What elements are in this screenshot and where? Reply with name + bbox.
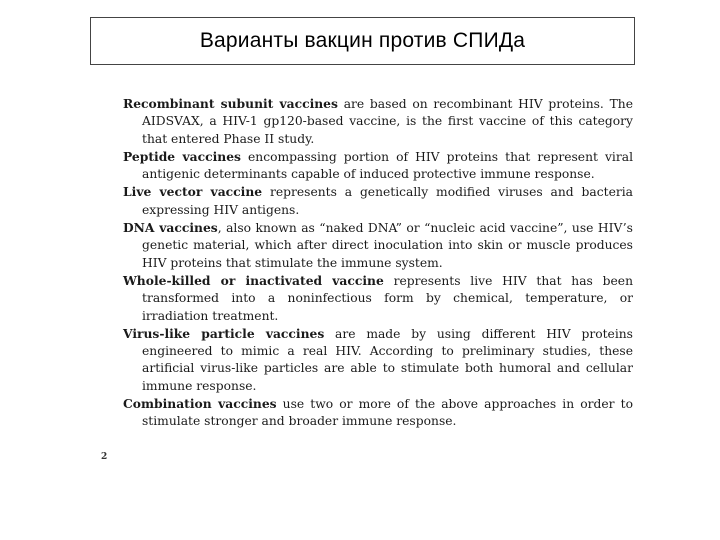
entry-term: Peptide vaccines: [123, 148, 241, 164]
vaccine-list: [123, 95, 633, 431]
entry-term: Recombinant subunit vaccines: [123, 96, 338, 111]
entry-text: are based on recombinant HIV proteins. The AIDSVAX, a HIV-1 gp120-based vaccine, is the first vaccine of this category that entered Phase II study.: [142, 97, 633, 146]
entry-peptide: [123, 148, 633, 184]
entry-term: Virus-like particle vaccines: [123, 325, 325, 341]
entry-term: Combination vaccines: [123, 396, 277, 412]
entry-recombinant-subunit: [123, 95, 633, 148]
slide-title-box: [90, 17, 635, 65]
entry-term: Whole-killed or inactivated vaccine: [123, 272, 384, 288]
page-number: 2: [101, 452, 108, 462]
entry-whole-killed: [123, 272, 633, 325]
entry-text: are made by using different HIV proteins engineered to mimic a real HIV. According to preliminary studies, these artificial virus-like particles are able to stimulate both humoral and cellular immune response.: [142, 326, 633, 393]
entry-text: use two or more of the above approaches in order to stimulate stronger and broader immune response.: [142, 397, 634, 429]
entry-text: represents a genetically modified viruses and bacteria expressing HIV antigens.: [142, 185, 633, 217]
entry-text: represents live HIV that has been transformed into a noninfectious form by chemical, temperature, or irradiation treatment.: [142, 273, 633, 323]
entry-text: encompassing portion of HIV proteins that represent viral antigenic determinants capable of induced protective immune response.: [142, 149, 633, 182]
entry-dna: [123, 219, 633, 272]
entry-term: Live vector vaccine: [123, 184, 263, 200]
entry-live-vector: [123, 183, 633, 219]
slide-title: Варианты вакцин против СПИДа: [199, 29, 526, 52]
entry-text: , also known as “naked DNA” or “nucleic acid vaccine”, use HIV’s genetic material, which after direct inoculation into skin or muscle produces HIV proteins that stimulate the immune system.: [142, 221, 633, 270]
entry-combination: [123, 395, 633, 431]
entry-term: DNA vaccines: [123, 220, 218, 236]
entry-virus-like-particle: [123, 325, 633, 395]
